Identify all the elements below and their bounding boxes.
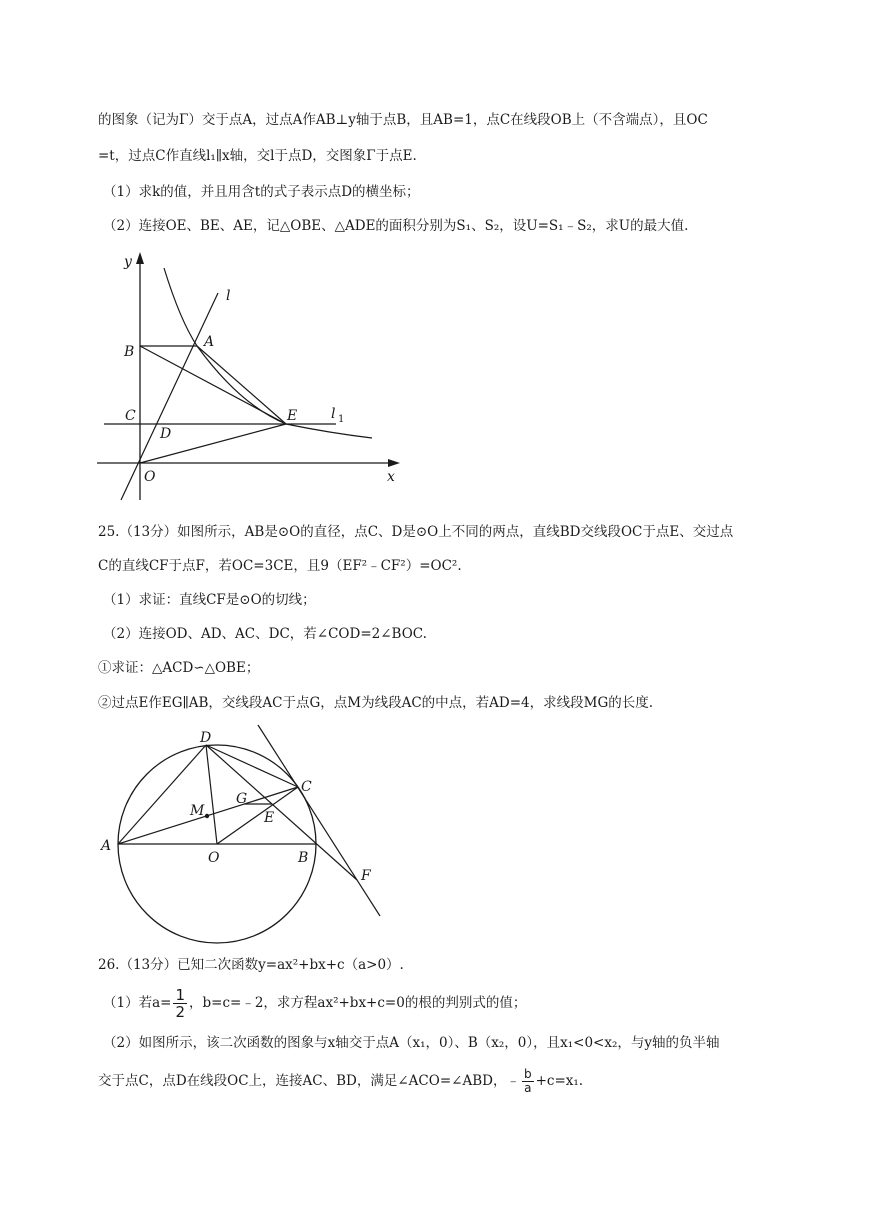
q24-part-1: （1）求k的值，并且用含t的式子表示点D的横坐标； xyxy=(103,184,420,200)
point-m xyxy=(205,814,209,818)
label-d: D xyxy=(200,730,212,746)
q24-line-1: 的图象（记为Γ）交于点A，过点A作AB⊥y轴于点B，且AB=1，点C在线段OB上（不含端点），且OC xyxy=(98,112,708,128)
q24-line-2: =t，过点C作直线l₁∥x轴，交l于点D，交图象Γ于点E. xyxy=(98,148,417,164)
label-d: D xyxy=(160,426,172,442)
label-b: B xyxy=(124,344,135,360)
label-y: y xyxy=(124,254,132,270)
line-bdf xyxy=(206,745,357,880)
fraction-one-half xyxy=(173,987,187,1020)
fraction-denominator: 2 xyxy=(175,1003,185,1021)
q25-sub-2: ②过点E作EG∥AB，交线段AC于点G，点M为线段AC的中点，若AD=4，求线段MG的长度. xyxy=(98,695,654,711)
q26-part-1-text-a: （1）若a= xyxy=(103,995,172,1011)
q26-part-2-text-a: 交于点C，点D在线段OC上，连接AC、BD，满足∠ACO=∠ABD，﹣ xyxy=(98,1073,520,1089)
label-a: A xyxy=(204,334,215,350)
q26-part-1-text-b: ，b=c=﹣2，求方程ax²+bx+c=0的根的判别式的值； xyxy=(189,995,527,1011)
label-o: O xyxy=(208,850,220,866)
label-l1-sub: 1 xyxy=(338,414,345,425)
q26-part-2-text-b: +c=x₁. xyxy=(535,1073,584,1089)
label-c: C xyxy=(301,779,312,795)
label-m: M xyxy=(190,803,205,819)
q25-part-1: （1）求证：直线CF是⊙O的切线； xyxy=(103,592,316,608)
label-f: F xyxy=(361,868,371,884)
q24-part-2: （2）连接OE、BE、AE，记△OBE、△ADE的面积分别为S₁、S₂，设U=S₁﹣S₂，求U的最大值. xyxy=(103,218,689,234)
q26-part-2-line-1: （2）如图所示，该二次函数的图象与x轴交于点A（x₁，0）、B（x₂，0），且x₁<0<x₂，与y轴的负半轴 xyxy=(103,1035,720,1051)
q26-part-1 xyxy=(103,987,526,1020)
q25-sub-1: ①求证：△ACD∽△OBE； xyxy=(98,660,260,676)
label-b: B xyxy=(298,850,309,866)
label-c: C xyxy=(125,408,136,424)
label-e: E xyxy=(264,810,275,826)
label-o: O xyxy=(144,469,156,485)
tangent-cf xyxy=(258,725,380,916)
label-x: x xyxy=(387,469,395,485)
q25-line-1: 25.（13分）如图所示，AB是⊙O的直径，点C、D是⊙O上不同的两点，直线BD交线段OC于点E、交过点 xyxy=(98,524,734,540)
segment-od xyxy=(206,745,217,844)
label-l1: l xyxy=(331,406,336,422)
q26-line-1: 26.（13分）已知二次函数y=ax²+bx+c（a>0）. xyxy=(98,957,404,973)
fraction-numerator: 1 xyxy=(175,986,185,1004)
label-e: E xyxy=(287,408,298,424)
label-g: G xyxy=(236,791,248,807)
label-l: l xyxy=(226,288,231,304)
q25-part-2: （2）连接OD、AD、AC、DC，若∠COD=2∠BOC. xyxy=(103,626,427,642)
q25-line-2: C的直线CF于点F，若OC=3CE，且9（EF²﹣CF²）=OC². xyxy=(98,558,462,574)
fraction-denominator: a xyxy=(524,1081,532,1095)
segment-oc xyxy=(217,787,298,844)
label-a: A xyxy=(101,838,112,854)
fraction-b-over-a xyxy=(522,1068,534,1095)
q26-part-2-line-2 xyxy=(98,1068,583,1095)
fraction-numerator: b xyxy=(523,1067,532,1081)
